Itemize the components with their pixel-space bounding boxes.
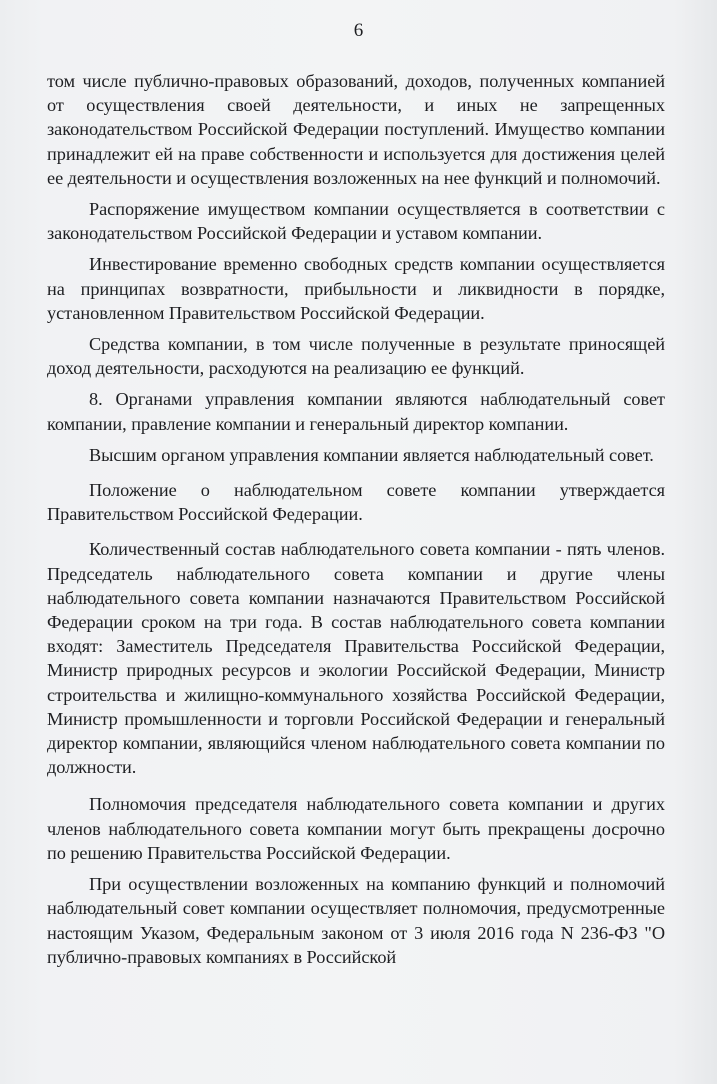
paragraph-management-bodies: 8. Органами управления компании являются наблюдательный совет компании, правление компании и генеральный директор компании. <box>47 389 665 434</box>
page-number: 6 <box>353 20 364 41</box>
paragraph-supreme-body: Высшим органом управления компании является наблюдательный совет. <box>89 444 654 465</box>
paragraph-investment: Инвестирование временно свободных средств компании осуществляется на принципах возвратности, прибыльности и ликвидности в порядке, установленном Правительством Российской Федерации. <box>47 254 665 323</box>
paragraph-board-regulation: Положение о наблюдательном совете компании утверждается Правительством Российской Федерации. <box>47 480 665 525</box>
paragraph-property-disposal: Распоряжение имуществом компании осуществляется в соответствии с законодательством Российской Федерации и уставом компании. <box>47 199 665 244</box>
paragraph-board-composition: Количественный состав наблюдательного совета компании - пять членов. Председатель наблюдательного совета компании и другие члены наблюдательного совета компании назначаются Правительством Российской Федерации сроком на три года. В состав наблюдательного совета компании входят: Заместитель Председателя Правительства Российской Федерации, Министр природных ресурсов и экологии Российской Федерации, Министр строительства и жилищно-коммунального хозяйства Российской Федерации, Министр промышленности и торговли Российской Федерации и генеральный директор компании, являющийся членом наблюдательного совета компании по должности. <box>47 539 665 778</box>
document-body <box>47 69 665 969</box>
paragraph-board-termination: Полномочия председателя наблюдательного совета компании и других членов наблюдательного совета компании могут быть прекращены досрочно по решению Правительства Российской Федерации. <box>47 794 665 863</box>
paragraph-property-sources: том числе публично-правовых образований, доходов, полученных компанией от осуществления своей деятельности, и иных не запрещенных законодательством Российской Федерации поступлений. Имущество компании принадлежит ей на праве собственности и используется для достижения целей ее деятельности и осуществления возложенных на нее функций и полномочий. <box>47 71 665 188</box>
paragraph-funds-usage: Средства компании, в том числе полученные в результате приносящей доход деятельности, расходуются на реализацию ее функций. <box>47 334 665 379</box>
paragraph-board-powers: При осуществлении возложенных на компанию функций и полномочий наблюдательный совет компании осуществляет полномочия, предусмотренные настоящим Указом, Федеральным законом от 3 июля 2016 года N 236-ФЗ "О публично-правовых компаниях в Российской <box>47 874 665 967</box>
